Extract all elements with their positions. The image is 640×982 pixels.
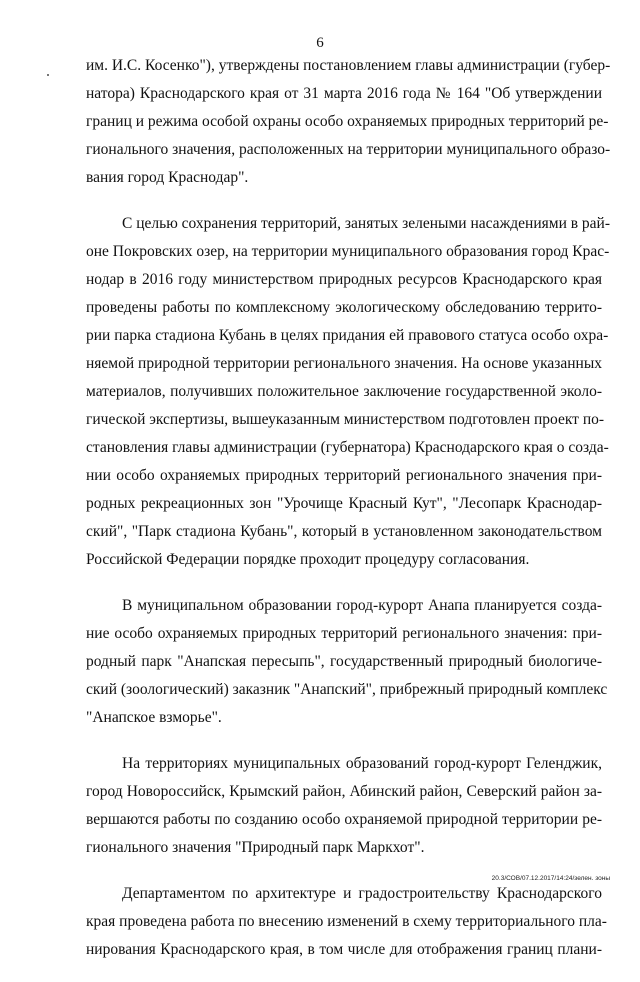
text-line: гионального значения, расположенных на территории муниципального образо- bbox=[86, 141, 611, 158]
text-line: ние особо охраняемых природных территорий регионального значения: при- bbox=[86, 625, 602, 642]
text-line: им. И.С. Косенко"), утверждены постановлением главы администрации (губер- bbox=[86, 57, 611, 74]
text-line: края проведена работа по внесению изменений в схему территориального пла- bbox=[86, 913, 607, 930]
paragraph bbox=[86, 750, 602, 862]
text-line: С целью сохранения территорий, занятых зелеными насаждениями в рай- bbox=[122, 215, 611, 232]
text-line: оне Покровских озер, на территории муниципального образования город Крас- bbox=[86, 243, 610, 260]
scan-mark bbox=[47, 74, 49, 76]
text-line: родный парк "Анапская пересыпь", государственный природный биологиче- bbox=[86, 653, 602, 670]
text-line: становления главы администрации (губернатора) Краснодарского края о созда- bbox=[86, 439, 609, 456]
document-body bbox=[86, 52, 611, 982]
text-line: Департаментом по архитектуре и градостроительству Краснодарского bbox=[122, 885, 602, 902]
text-line: проведены работы по комплексному экологическому обследованию террито- bbox=[86, 299, 602, 316]
text-line: вершаются работы по созданию особо охраняемой природной территории ре- bbox=[86, 811, 602, 828]
page-number: 6 bbox=[316, 35, 324, 51]
document-footer-code: 20.3/СОВ/07.12.2017/14:24/зелен. зоны bbox=[491, 875, 610, 882]
text-line: гионального значения "Природный парк Маркхот". bbox=[86, 839, 425, 856]
text-line: ский (зоологический) заказник "Анапский", прибрежный природный комплекс bbox=[86, 681, 608, 698]
text-line: Российской Федерации порядке проходит процедуру согласования. bbox=[86, 551, 530, 568]
text-line: границ и режима особой охраны особо охраняемых природных территорий ре- bbox=[86, 113, 609, 130]
paragraph bbox=[86, 210, 611, 574]
text-line: нирования Краснодарского края, в том числе для отображения границ плани- bbox=[86, 941, 602, 958]
text-line: няемой природной территории регионального значения. На основе указанных bbox=[86, 355, 602, 372]
text-line: рии парка стадиона Кубань в целях придания ей правового статуса особо охра- bbox=[86, 327, 609, 344]
paragraph bbox=[86, 880, 607, 964]
text-line: материалов, получивших положительное заключение государственной эколо- bbox=[86, 383, 602, 400]
text-line: гической экспертизы, вышеуказанным министерством подготовлен проект по- bbox=[86, 411, 605, 428]
paragraph bbox=[86, 592, 608, 732]
text-line: "Анапское взморье". bbox=[86, 709, 222, 726]
text-line: На территориях муниципальных образований город-курорт Геленджик, bbox=[122, 755, 602, 772]
text-line: вания город Краснодар". bbox=[86, 169, 249, 186]
text-line: нии особо охраняемых природных территорий регионального значения при- bbox=[86, 467, 602, 484]
text-line: город Новороссийск, Крымский район, Абинский район, Северский район за- bbox=[86, 783, 602, 800]
text-line: В муниципальном образовании город-курорт Анапа планируется созда- bbox=[122, 597, 602, 614]
text-line: нодар в 2016 году министерством природных ресурсов Краснодарского края bbox=[86, 271, 602, 288]
text-line: натора) Краснодарского края от 31 марта 2016 года № 164 "Об утверждении bbox=[86, 85, 602, 102]
paragraph bbox=[86, 52, 611, 192]
text-line: родных рекреационных зон "Урочище Красный Кут", "Лесопарк Краснодар- bbox=[86, 495, 602, 512]
text-line: ский", "Парк стадиона Кубань", который в установленном законодательством bbox=[86, 523, 602, 540]
